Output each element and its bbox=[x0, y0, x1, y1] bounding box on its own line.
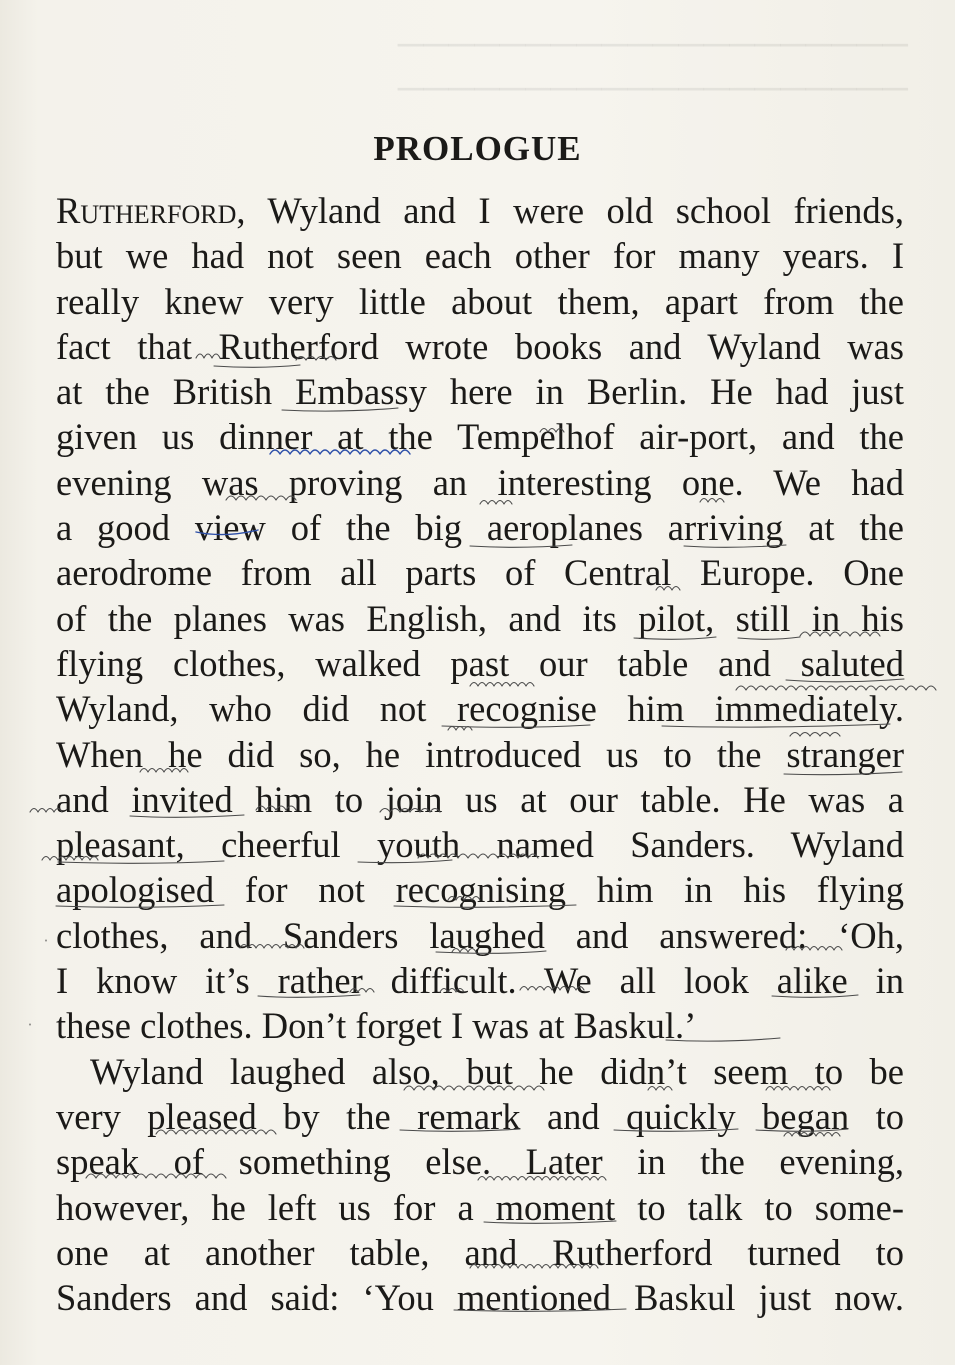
line-text: Sanders and said: ‘You mentioned Baskul just now. bbox=[56, 1277, 904, 1319]
text-line bbox=[56, 958, 904, 1003]
line-text: apologised for not recognising him in his flying bbox=[56, 869, 904, 911]
text-line bbox=[56, 324, 904, 369]
line-text: really knew very little about them, apart from the bbox=[56, 280, 904, 322]
text-line bbox=[56, 550, 904, 595]
text-line bbox=[56, 414, 904, 459]
text-line bbox=[56, 641, 904, 686]
line-text: Wyland laughed also, but he didn’t seem to be bbox=[90, 1050, 904, 1092]
text-line bbox=[56, 686, 904, 731]
line-text: , Wyland and I were old school friends, bbox=[236, 190, 904, 231]
line-text: fact that Rutherford wrote books and Wyland was bbox=[56, 325, 904, 367]
text-line bbox=[56, 188, 904, 233]
text-line bbox=[56, 1230, 904, 1275]
line-text: clothes, and Sanders laughed and answered: ‘Oh, bbox=[56, 914, 904, 956]
text-line bbox=[56, 1049, 904, 1094]
line-text: pleasant, cheerful youth named Sanders. Wyland bbox=[56, 824, 904, 866]
line-text: one at another table, and Rutherford turned to bbox=[56, 1231, 904, 1273]
text-line bbox=[56, 279, 904, 324]
margin-tick bbox=[30, 940, 46, 1025]
text-line bbox=[56, 732, 904, 777]
line-text: speak of something else. Later in the evening, bbox=[56, 1141, 904, 1183]
line-text: When he did so, he introduced us to the stranger bbox=[56, 733, 904, 775]
line-text: at the British Embassy here in Berlin. He had just bbox=[56, 371, 904, 413]
text-line bbox=[56, 777, 904, 822]
text-line bbox=[56, 1094, 904, 1139]
show-through-text: ──────────────────── ──────────────────── bbox=[397, 24, 908, 108]
text-line bbox=[56, 867, 904, 912]
text-line bbox=[56, 1139, 904, 1184]
text-line bbox=[56, 505, 904, 550]
text-line bbox=[56, 233, 904, 278]
text-line bbox=[56, 596, 904, 641]
line-text: I know it’s rather difficult. We all look alike in bbox=[56, 960, 904, 1002]
body-text bbox=[56, 188, 904, 1320]
line-text: but we had not seen each other for many years. I bbox=[56, 235, 904, 277]
line-text: however, he left us for a moment to talk to some- bbox=[56, 1186, 904, 1228]
line-text: and invited him to join us at our table. He was a bbox=[56, 778, 904, 820]
text-line bbox=[56, 460, 904, 505]
line-text: evening was proving an interesting one. We had bbox=[56, 461, 904, 503]
text-line bbox=[56, 1003, 904, 1048]
text-line bbox=[56, 822, 904, 867]
line-text: a good view of the big aeroplanes arriving at the bbox=[56, 507, 904, 549]
line-text: flying clothes, walked past our table and saluted bbox=[56, 642, 904, 684]
text-line bbox=[56, 369, 904, 414]
line-text: very pleased by the remark and quickly began to bbox=[56, 1095, 904, 1137]
text-line bbox=[56, 913, 904, 958]
line-text: Wyland, who did not recognise him immediately. bbox=[56, 688, 904, 730]
text-line bbox=[56, 1275, 904, 1320]
line-text: these clothes. Don’t forget I was at Baskul.’ bbox=[56, 1005, 697, 1047]
line-text: of the planes was English, and its pilot, still in his bbox=[56, 597, 904, 639]
chapter-lead-word: Rutherford bbox=[56, 190, 237, 231]
line-text: aerodrome from all parts of Central Europe. One bbox=[56, 552, 904, 594]
page-title: PROLOGUE bbox=[373, 129, 582, 169]
line-text: given us dinner at the Tempelhof air-port, and the bbox=[56, 416, 904, 458]
text-line bbox=[56, 1185, 904, 1230]
